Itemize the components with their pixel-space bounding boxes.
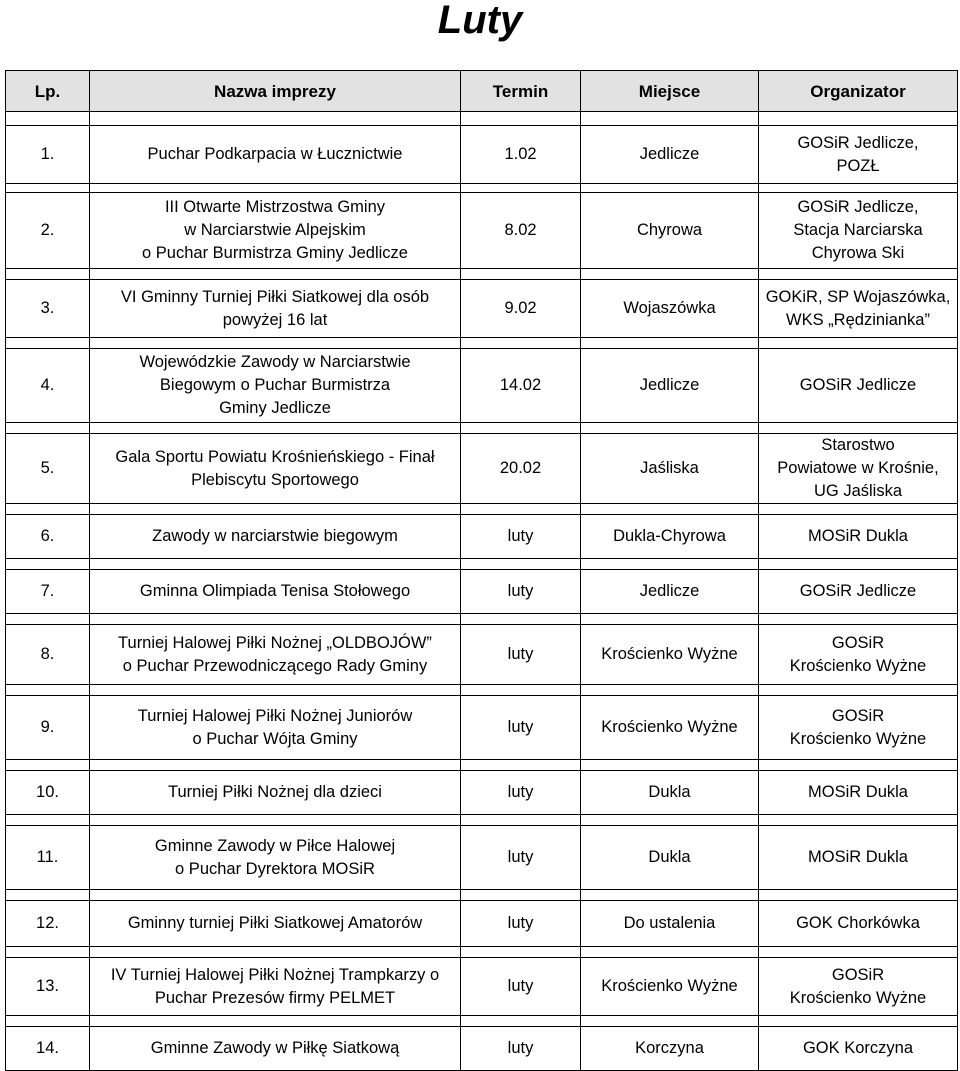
spacer-cell [581,947,759,958]
spacer-cell [759,685,958,696]
cell-event-name-line: Turniej Halowej Piłki Nożnej Juniorów [137,706,413,725]
spacer-cell [461,760,581,771]
table-body [6,112,958,1071]
page-title: Luty [437,0,523,42]
cell-organizer [759,434,958,504]
cell-date: 8.02 [461,193,581,269]
cell-event-name-line: Biegowym o Puchar Burmistrza [159,376,391,394]
spacer-cell [581,815,759,826]
cell-place: Korczyna [581,1027,759,1071]
row-spacer [6,890,958,901]
cell-lp: 2. [6,193,90,269]
cell-organizer-line: GOSiR [831,965,885,984]
header-lp: Lp. [6,71,90,112]
table-row [6,901,958,947]
spacer-cell [6,338,90,349]
cell-event-name-line: Gminna Olimpiada Tenisa Stołowego [139,582,411,600]
cell-date: luty [461,570,581,614]
cell-place: Do ustalenia [581,901,759,947]
cell-event-name-line: Puchar Prezesów firmy PELMET [154,988,396,1007]
cell-organizer-line: GOSiR Jedlicze [799,376,917,394]
spacer-cell [461,112,581,126]
cell-date: luty [461,696,581,760]
spacer-cell [581,504,759,515]
cell-organizer [759,193,958,269]
table-row [6,771,958,815]
row-spacer [6,559,958,570]
spacer-cell [759,1016,958,1027]
spacer-cell [461,614,581,625]
row-spacer [6,947,958,958]
spacer-cell [461,504,581,515]
spacer-cell [6,559,90,570]
spacer-cell [461,269,581,280]
cell-place: Krościenko Wyżne [581,958,759,1016]
table-row [6,826,958,890]
cell-organizer-line: GOK Korczyna [802,1039,914,1057]
cell-organizer [759,349,958,423]
cell-date: 1.02 [461,126,581,184]
spacer-cell [581,614,759,625]
spacer-cell [90,685,461,696]
cell-date: luty [461,826,581,890]
spacer-cell [581,338,759,349]
cell-event-name [90,349,461,423]
cell-date: 9.02 [461,280,581,338]
row-spacer [6,685,958,696]
cell-place: Jedlicze [581,349,759,423]
events-table [5,70,958,1071]
spacer-cell [759,423,958,434]
cell-organizer-line: Starostwo [821,436,895,454]
cell-place: Dukla-Chyrowa [581,515,759,559]
cell-lp: 12. [6,901,90,947]
cell-place: Dukla [581,771,759,815]
cell-lp: 11. [6,826,90,890]
cell-event-name [90,826,461,890]
cell-organizer-line: GOK Chorkówka [796,914,920,932]
cell-event-name [90,193,461,269]
spacer-cell [581,269,759,280]
cell-place: Wojaszówka [581,280,759,338]
spacer-cell [461,815,581,826]
spacer-cell [90,504,461,515]
cell-event-name-line: III Otwarte Mistrzostwa Gminy [164,198,386,216]
cell-lp: 9. [6,696,90,760]
table-header-row [6,71,958,112]
spacer-cell [581,423,759,434]
cell-date: 20.02 [461,434,581,504]
header-place: Miejsce [581,71,759,112]
cell-organizer [759,515,958,559]
cell-organizer [759,280,958,338]
spacer-cell [759,269,958,280]
spacer-cell [6,112,90,126]
header-date: Termin [461,71,581,112]
spacer-cell [6,815,90,826]
spacer-cell [6,685,90,696]
spacer-cell [461,338,581,349]
cell-organizer [759,696,958,760]
spacer-cell [581,559,759,570]
cell-event-name-line: o Puchar Przewodniczącego Rady Gminy [122,656,428,675]
cell-date: luty [461,625,581,685]
cell-lp: 6. [6,515,90,559]
cell-place: Krościenko Wyżne [581,696,759,760]
cell-place: Chyrowa [581,193,759,269]
table-row [6,349,958,423]
row-spacer [6,112,958,126]
cell-organizer-line: GOKiR, SP Wojaszówka, [765,287,951,306]
cell-organizer-line: Krościenko Wyżne [789,656,927,675]
cell-date: luty [461,771,581,815]
spacer-cell [90,423,461,434]
cell-place: Krościenko Wyżne [581,625,759,685]
cell-organizer [759,771,958,815]
cell-event-name-line: Gminne Zawody w Piłkę Siatkową [150,1039,400,1057]
cell-place: Jaśliska [581,434,759,504]
spacer-cell [759,112,958,126]
spacer-cell [759,338,958,349]
table-row [6,570,958,614]
cell-event-name-line: Gala Sportu Powiatu Krośnieńskiego - Finał [115,447,435,466]
header-event-name: Nazwa imprezy [90,71,461,112]
cell-organizer-line: MOSiR Dukla [808,783,908,801]
spacer-cell [6,423,90,434]
table-row [6,625,958,685]
cell-event-name-line: Turniej Halowej Piłki Nożnej „OLDBOJÓW” [118,633,432,652]
table-row [6,434,958,504]
cell-event-name [90,901,461,947]
cell-organizer [759,826,958,890]
row-spacer [6,760,958,771]
spacer-cell [581,760,759,771]
cell-organizer-line: Stacja Narciarska [793,221,923,239]
spacer-cell [90,890,461,901]
spacer-cell [6,1016,90,1027]
cell-lp: 5. [6,434,90,504]
cell-event-name-line: Gminny turniej Piłki Siatkowej Amatorów [127,914,423,932]
cell-date: luty [461,901,581,947]
table-row [6,280,958,338]
spacer-cell [581,184,759,193]
spacer-cell [90,1016,461,1027]
cell-date: luty [461,958,581,1016]
cell-lp: 7. [6,570,90,614]
spacer-cell [759,815,958,826]
cell-event-name [90,515,461,559]
spacer-cell [6,890,90,901]
spacer-cell [6,269,90,280]
cell-event-name [90,280,461,338]
cell-organizer-line: Krościenko Wyżne [789,988,927,1007]
cell-event-name-line: w Narciarstwie Alpejskim [184,221,366,239]
cell-organizer-line: MOSiR Dukla [808,527,908,545]
table-row [6,126,958,184]
cell-event-name-line: IV Turniej Halowej Piłki Nożnej Trampkarzy o [110,965,440,984]
cell-organizer [759,126,958,184]
cell-event-name [90,434,461,504]
cell-event-name [90,771,461,815]
row-spacer [6,1016,958,1027]
spacer-cell [759,760,958,771]
cell-organizer [759,901,958,947]
cell-organizer [759,625,958,685]
cell-lp: 4. [6,349,90,423]
row-spacer [6,504,958,515]
cell-event-name [90,696,461,760]
spacer-cell [6,760,90,771]
row-spacer [6,614,958,625]
cell-date: 14.02 [461,349,581,423]
cell-organizer-line: POZŁ [836,156,880,175]
spacer-cell [90,760,461,771]
header-organizer: Organizator [759,71,958,112]
cell-organizer-line: WKS „Rędzinianka” [786,310,930,329]
spacer-cell [90,614,461,625]
spacer-cell [461,559,581,570]
table-row [6,696,958,760]
cell-event-name-line: VI Gminny Turniej Piłki Siatkowej dla osób [120,287,430,306]
cell-organizer-line: GOSiR Jedlicze, [797,133,919,152]
cell-event-name-line: Turniej Piłki Nożnej dla dzieci [168,783,382,801]
cell-organizer-line: MOSiR Dukla [808,848,908,866]
cell-event-name-line: Plebiscytu Sportowego [191,470,359,489]
cell-place: Dukla [581,826,759,890]
table-row [6,193,958,269]
spacer-cell [6,614,90,625]
spacer-cell [90,269,461,280]
row-spacer [6,269,958,280]
cell-organizer [759,570,958,614]
spacer-cell [90,112,461,126]
spacer-cell [6,504,90,515]
cell-place: Jedlicze [581,570,759,614]
spacer-cell [461,947,581,958]
cell-event-name-line: Gminy Jedlicze [219,399,331,417]
spacer-cell [6,184,90,193]
cell-event-name-line: powyżej 16 lat [222,310,328,329]
cell-organizer-line: GOSiR Jedlicze [799,582,917,600]
spacer-cell [759,890,958,901]
spacer-cell [461,423,581,434]
spacer-cell [759,614,958,625]
spacer-cell [90,559,461,570]
cell-organizer-line: Krościenko Wyżne [789,729,927,748]
spacer-cell [90,338,461,349]
cell-organizer-line: GOSiR Jedlicze, [797,198,919,216]
cell-date: luty [461,515,581,559]
cell-date: luty [461,1027,581,1071]
cell-event-name-line: o Puchar Dyrektora MOSiR [175,859,375,878]
cell-organizer-line: UG Jaśliska [813,482,903,500]
cell-event-name [90,625,461,685]
row-spacer [6,184,958,193]
spacer-cell [461,890,581,901]
cell-event-name-line: Wojewódzkie Zawody w Narciarstwie [139,353,411,371]
cell-lp: 13. [6,958,90,1016]
cell-lp: 3. [6,280,90,338]
spacer-cell [6,947,90,958]
spacer-cell [461,1016,581,1027]
spacer-cell [90,815,461,826]
spacer-cell [461,685,581,696]
spacer-cell [581,1016,759,1027]
cell-event-name-line: o Puchar Wójta Gminy [192,729,358,748]
cell-event-name [90,126,461,184]
cell-event-name-line: Gminne Zawody w Piłce Halowej [154,836,396,855]
spacer-cell [759,504,958,515]
spacer-cell [759,184,958,193]
cell-lp: 10. [6,771,90,815]
spacer-cell [90,947,461,958]
cell-organizer-line: Powiatowe w Krośnie, [777,459,939,477]
cell-event-name-line: o Puchar Burmistrza Gminy Jedlicze [142,244,408,262]
cell-event-name-line: Zawody w narciarstwie biegowym [152,527,398,545]
table-row [6,515,958,559]
cell-lp: 14. [6,1027,90,1071]
cell-event-name-line: Puchar Podkarpacia w Łucznictwie [147,145,403,163]
cell-lp: 1. [6,126,90,184]
spacer-cell [461,184,581,193]
row-spacer [6,338,958,349]
cell-place: Jedlicze [581,126,759,184]
spacer-cell [90,184,461,193]
cell-organizer-line: Chyrowa Ski [811,244,905,262]
cell-event-name [90,570,461,614]
cell-organizer-line: GOSiR [831,633,885,652]
cell-organizer [759,958,958,1016]
spacer-cell [759,559,958,570]
cell-event-name [90,958,461,1016]
cell-organizer-line: GOSiR [831,706,885,725]
row-spacer [6,815,958,826]
table-row [6,958,958,1016]
spacer-cell [581,685,759,696]
spacer-cell [581,890,759,901]
spacer-cell [581,112,759,126]
row-spacer [6,423,958,434]
spacer-cell [759,947,958,958]
cell-lp: 8. [6,625,90,685]
